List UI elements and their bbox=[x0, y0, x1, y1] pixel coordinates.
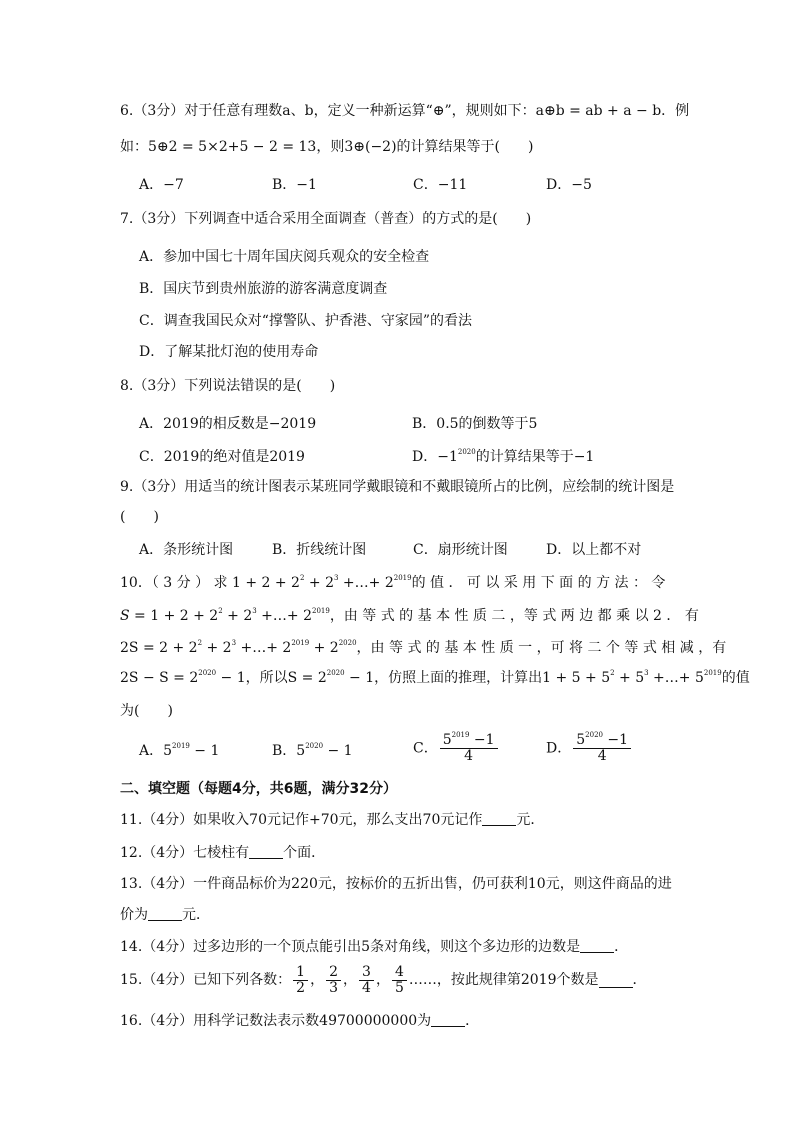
q8-option-a[interactable]: A．2019的相反数是−2019 bbox=[139, 416, 317, 432]
q10-option-b[interactable]: B．$5^{2020} - 1$ bbox=[272, 742, 353, 759]
q9-option-c[interactable]: C．扇形统计图 bbox=[413, 542, 508, 558]
q8-stem: 8.（3分）下列说法错误的是( ) bbox=[120, 378, 336, 394]
q6-line2: 如：5⊕2 = 5×2+5 − 2 = 13，则3⊕(−2)的计算结果等于( ) bbox=[120, 139, 534, 155]
q7-option-b[interactable]: B．国庆节到贵州旅游的游客满意度调查 bbox=[139, 281, 388, 297]
q8-option-d[interactable]: D．$-1^{2020}$的计算结果等于−1 bbox=[412, 448, 595, 465]
q9-line1: 9.（3分）用适当的统计图表示某班同学戴眼镜和不戴眼镜所占的比例，应绘制的统计图是 bbox=[120, 479, 675, 495]
q16-answer-blank[interactable] bbox=[431, 1012, 465, 1027]
q8-option-c[interactable]: C．2019的绝对值是2019 bbox=[139, 449, 305, 465]
q15-fraction-1: $\frac{1}{2}$ bbox=[293, 965, 308, 996]
q10-option-a[interactable]: A．$5^{2019} - 1$ bbox=[139, 742, 220, 759]
q12-answer-blank[interactable] bbox=[249, 844, 283, 859]
q7-stem: 7.（3分）下列调查中适合采用全面调查（普查）的方式的是( ) bbox=[120, 211, 532, 227]
q13-answer-blank[interactable] bbox=[148, 906, 182, 921]
q6-option-b[interactable]: B．−1 bbox=[272, 177, 317, 193]
q16: 16.（4分）用科学记数法表示数49700000000为 ． bbox=[120, 1013, 480, 1029]
q11-answer-blank[interactable] bbox=[482, 811, 516, 826]
q10-option-c[interactable]: C． $\frac{5^{2019} -1}{4}$ bbox=[413, 733, 500, 764]
q11: 11.（4分）如果收入70元记作+70元，那么支出70元记作 元． bbox=[120, 812, 545, 828]
q14-answer-blank[interactable] bbox=[580, 938, 614, 953]
q9-option-d[interactable]: D．以上都不对 bbox=[546, 542, 642, 558]
q10-line4: $2S - S = 2^{2020} - 1$，所以$S = 2^{2020} - 1$，仿照上面的推理，计算出$1 + 5 + 5^2 + 5^3$ +…+ $5^{2019}$的值 bbox=[120, 669, 750, 686]
q9-option-b[interactable]: B．折线统计图 bbox=[272, 542, 367, 558]
q10-line2: $S = 1 + 2 + 2^2 + 2^3$ +…+ $2^{2019}$，由 等 式 的 基 本 性 质 二 ，等 式 两 边 都 乘 以 2 ． 有 bbox=[120, 607, 699, 624]
q10-option-d-fraction: $\frac{5^{2020} -1}{4}$ bbox=[573, 733, 631, 764]
section-2-heading: 二、填空题（每题4分，共6题，满分32分） bbox=[120, 781, 397, 797]
q13-line2: 价为 元． bbox=[120, 907, 210, 923]
q15-fraction-2: $\frac{2}{3}$ bbox=[326, 965, 341, 996]
q10-line3: $2S = 2 + 2^2 + 2^3$ +…+ $2^{2019} + 2^{2020}$，由 等 式 的 基 本 性 质 一 ，可 将 二 个 等 式 相 减 ，有 bbox=[120, 639, 727, 656]
q6-option-c[interactable]: C．−11 bbox=[413, 177, 468, 193]
q6-line1: 6.（3分）对于任意有理数a、b，定义一种新运算“⊕”，规则如下：a⊕b = ab + a − b．例 bbox=[120, 103, 690, 119]
q12: 12.（4分）七棱柱有 个面． bbox=[120, 845, 326, 861]
q9-line2: ( ) bbox=[120, 509, 159, 525]
q6-option-d[interactable]: D．−5 bbox=[546, 177, 592, 193]
q9-option-a[interactable]: A．条形统计图 bbox=[139, 542, 234, 558]
q15-fraction-4: $\frac{4}{5}$ bbox=[392, 965, 407, 996]
q15-answer-blank[interactable] bbox=[599, 973, 633, 988]
q10-option-c-fraction: $\frac{5^{2019} -1}{4}$ bbox=[440, 733, 498, 764]
q7-option-a[interactable]: A．参加中国七十周年国庆阅兵观众的安全检查 bbox=[139, 249, 430, 265]
q10-option-d[interactable]: D． $\frac{5^{2020} -1}{4}$ bbox=[546, 733, 633, 764]
q10-line1: 10．（ 3 分 ） 求 $1 + 2 + 2^2 + 2^3$ +…+ $2^{2019}$的 值 ． 可 以 采 用 下 面 的 方 法 ： 令 bbox=[120, 574, 666, 591]
q10-line5: 为( ) bbox=[120, 703, 173, 719]
q7-option-c[interactable]: C．调查我国民众对“撑警队、护香港、守家园”的看法 bbox=[139, 313, 473, 329]
q8-option-b[interactable]: B．0.5的倒数等于5 bbox=[412, 416, 538, 432]
q13-line1: 13.（4分）一件商品标价为220元，按标价的五折出售，仍可获利10元，则这件商品的进 bbox=[120, 876, 672, 892]
q15-fraction-3: $\frac{3}{4}$ bbox=[359, 965, 374, 996]
q6-option-a[interactable]: A．−7 bbox=[139, 177, 184, 193]
q7-option-d[interactable]: D．了解某批灯泡的使用寿命 bbox=[139, 344, 319, 360]
q14: 14.（4分）过多边形的一个顶点能引出5条对角线，则这个多边形的边数是 ． bbox=[120, 939, 629, 955]
q15: 15.（4分）已知下列各数： $\frac{1}{2}$ ， $\frac{2}{3}$ ， $\frac{3}{4}$ ， $\frac{4}{5}$ ……，按此规律第2019个数是 ． bbox=[120, 963, 647, 996]
